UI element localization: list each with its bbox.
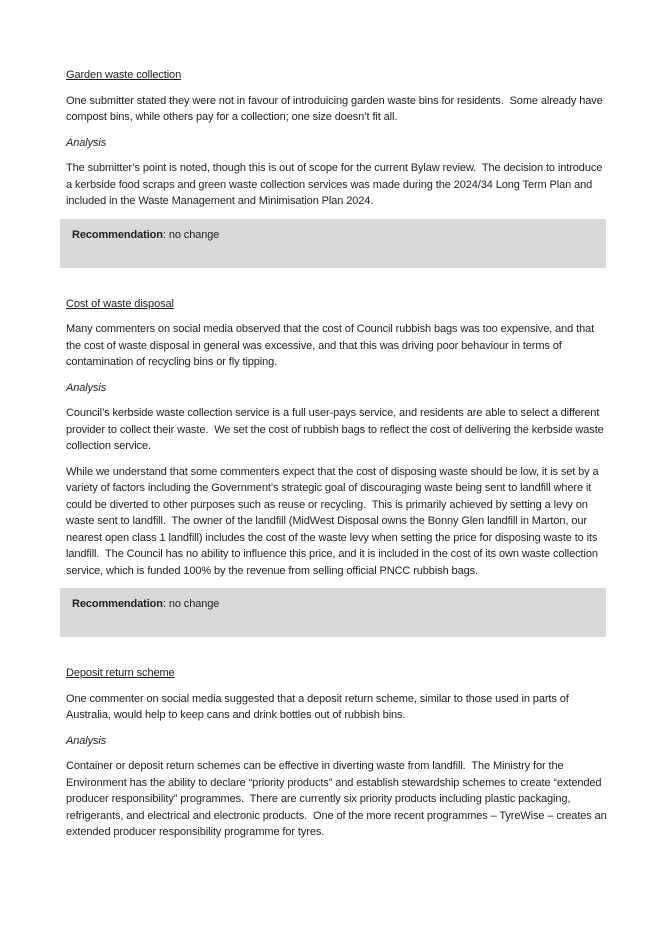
recommendation-box	[60, 588, 606, 637]
section-garden-waste-collection	[66, 67, 608, 268]
analysis-label: Analysis	[66, 136, 107, 149]
section-cost-of-waste-disposal	[66, 296, 608, 638]
recommendation-label: Recommendation	[72, 598, 163, 610]
section-heading: Deposit return scheme	[66, 667, 175, 679]
submission-paragraph: Many commenters on social media observed that the cost of Council rubbish bags was too expensive, and that the cost of waste disposal in general was excessive, and that this was driving poor behaviour in terms of contamination of recycling bins or fly tipping.	[66, 323, 598, 368]
analysis-paragraph: The submitter’s point is noted, though this is out of scope for the current Bylaw review. The decision to introduce a kerbside food scraps and green waste collection services was made during the 2024/34 Long Term Plan and included in the Waste Management and Minimisation Plan 2024.	[66, 162, 606, 207]
analysis-paragraph: Container or deposit return schemes can be effective in diverting waste from landfill. The Ministry for the Environment has the ability to declare “priority products” and establish stewardship schemes to create “extended producer responsibility” programmes. There are currently six priority products including plastic packaging, refrigerants, and electrical and electronic products. One of the more recent programmes – TyreWise – creates an extended producer responsibility programme for tyres.	[66, 760, 610, 838]
section-heading: Garden waste collection	[66, 69, 182, 81]
section-deposit-return-scheme	[66, 665, 608, 841]
analysis-paragraph: Council’s kerbside waste collection service is a full user-pays service, and residents are able to select a different provider to collect their waste. We set the cost of rubbish bags to reflect the cost of delivering the kerbside waste collection service.	[66, 407, 607, 452]
analysis-paragraph: While we understand that some commenters expect that the cost of disposing waste should be low, it is set by a variety of factors including the Government’s strategic goal of discouraging waste being sent to landfill where it could be diverted to other purposes such as reuse or recycling. This is primarily achieved by setting a levy on waste sent to landfill. The owner of the landfill (MidWest Disposal owns the Bonny Glen landfill in Marton, our nearest open class 1 landfill) includes the cost of the waste levy when setting the price for disposing waste to its landfill. The Council has no ability to influence this price, and it is included in the cost of its own waste collection service, which is funded 100% by the revenue from selling official PNCC rubbish bags.	[66, 465, 602, 577]
recommendation-text: : no change	[162, 598, 220, 610]
submission-paragraph: One submitter stated they were not in favour of introduicing garden waste bins for residents. Some already have compost bins, while others pay for a collection; one size doesn’t fit all.	[66, 94, 606, 123]
recommendation-line	[72, 227, 594, 244]
analysis-label: Analysis	[66, 381, 107, 394]
analysis-label: Analysis	[66, 734, 107, 747]
submission-paragraph: One commenter on social media suggested that a deposit return scheme, similar to those used in parts of Australia, would help to keep cans and drink bottles out of rubbish bins.	[66, 692, 572, 721]
section-heading: Cost of waste disposal	[66, 297, 174, 310]
recommendation-box	[60, 219, 606, 268]
recommendation-line	[72, 596, 594, 613]
recommendation-text: : no change	[162, 228, 220, 241]
recommendation-label: Recommendation	[72, 228, 163, 241]
